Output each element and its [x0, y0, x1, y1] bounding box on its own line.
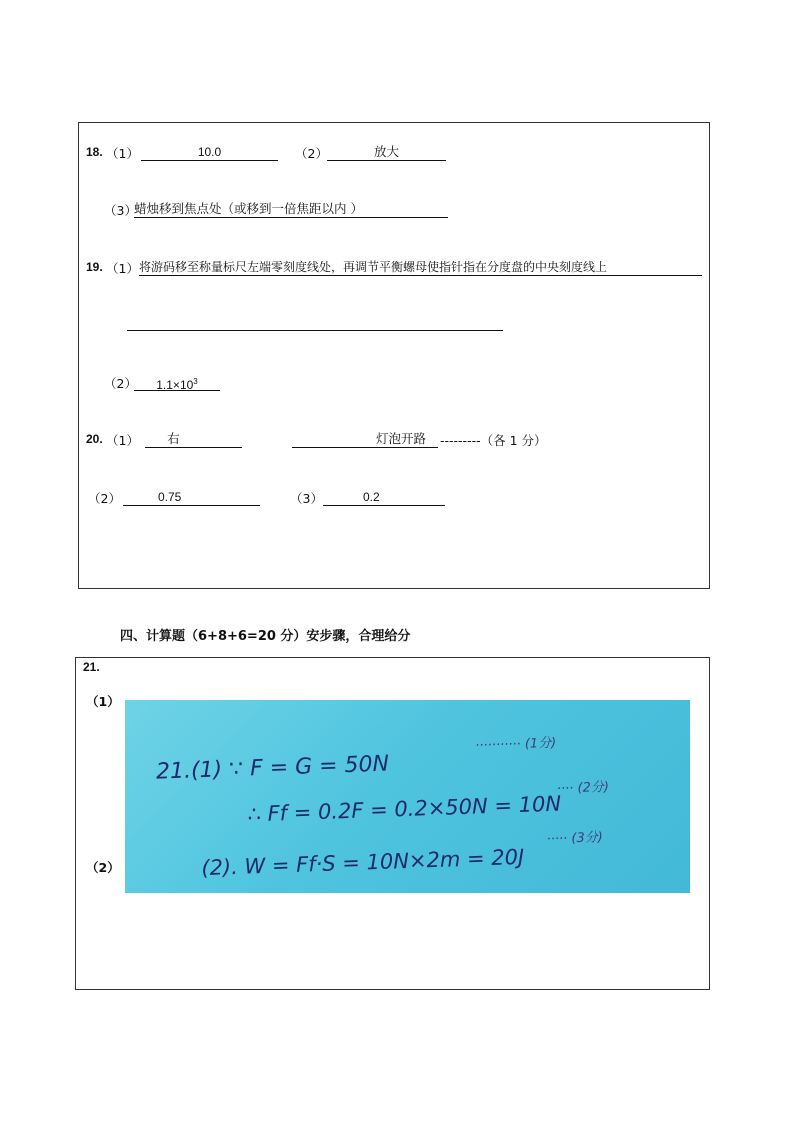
q20-p1-label: （1） — [106, 433, 139, 448]
section-title: 四、计算题（6+8+6=20 分）安步骤，合理给分 — [120, 629, 411, 644]
q20-p1-answer: 右 — [145, 431, 242, 448]
handwritten-solution-photo — [125, 700, 690, 893]
q20-score-note: ---------（各 1 分） — [440, 433, 547, 448]
q18-number: 18. — [86, 145, 103, 159]
handwriting-svg — [125, 700, 690, 893]
q18-p2-answer: 放大 — [327, 144, 446, 161]
q18-p1-label: （1） — [106, 146, 139, 161]
q20-number: 20. — [86, 432, 103, 446]
q21-part2-label: （2） — [86, 860, 120, 875]
q19-number: 19. — [86, 260, 103, 274]
handwriting-line1-score: ··········· (1分) — [475, 735, 557, 754]
q20-p2-label: （2） — [88, 491, 121, 506]
handwriting-line3-score: ····· (3分) — [546, 830, 604, 848]
q21-number: 21. — [83, 660, 100, 674]
q19-p1-label: （1） — [106, 261, 139, 276]
handwriting-line3: (2). W = Ff·S = 10N×2m = 20J — [200, 844, 525, 881]
q21-part1-label: （1） — [86, 694, 120, 709]
q20-p1b-answer: 灯泡开路 — [292, 431, 438, 448]
q20-p3-label: （3） — [290, 491, 323, 506]
q18-p3-answer: 蜡烛移到焦点处（或移到一倍焦距以内 ） — [134, 201, 448, 218]
q19-p1-answer: 将游码移至称量标尺左端零刻度线处，再调节平衡螺母使指针指在分度盘的中央刻度线上 — [139, 259, 702, 276]
q18-p1-answer: 10.0 — [141, 144, 278, 161]
q20-p3-answer: 0.2 — [323, 489, 445, 506]
q20-p2-answer: 0.75 — [123, 489, 260, 506]
q18-p3-label: （3） — [104, 203, 137, 218]
q18-p2-label: （2） — [295, 146, 328, 161]
q19-p1-continuation-line — [127, 330, 503, 331]
handwriting-line1: 21.(1) ∵ F = G = 50N — [155, 751, 390, 785]
q19-p2-answer: $1.1\times 10^3$ — [134, 374, 220, 391]
answers-box — [78, 122, 710, 589]
q19-p2-label: （2） — [104, 376, 137, 391]
handwriting-line2-score: ···· (2分) — [556, 779, 610, 797]
handwriting-line2: ∴ Ff = 0.2F = 0.2×50N = 10N — [247, 791, 562, 827]
